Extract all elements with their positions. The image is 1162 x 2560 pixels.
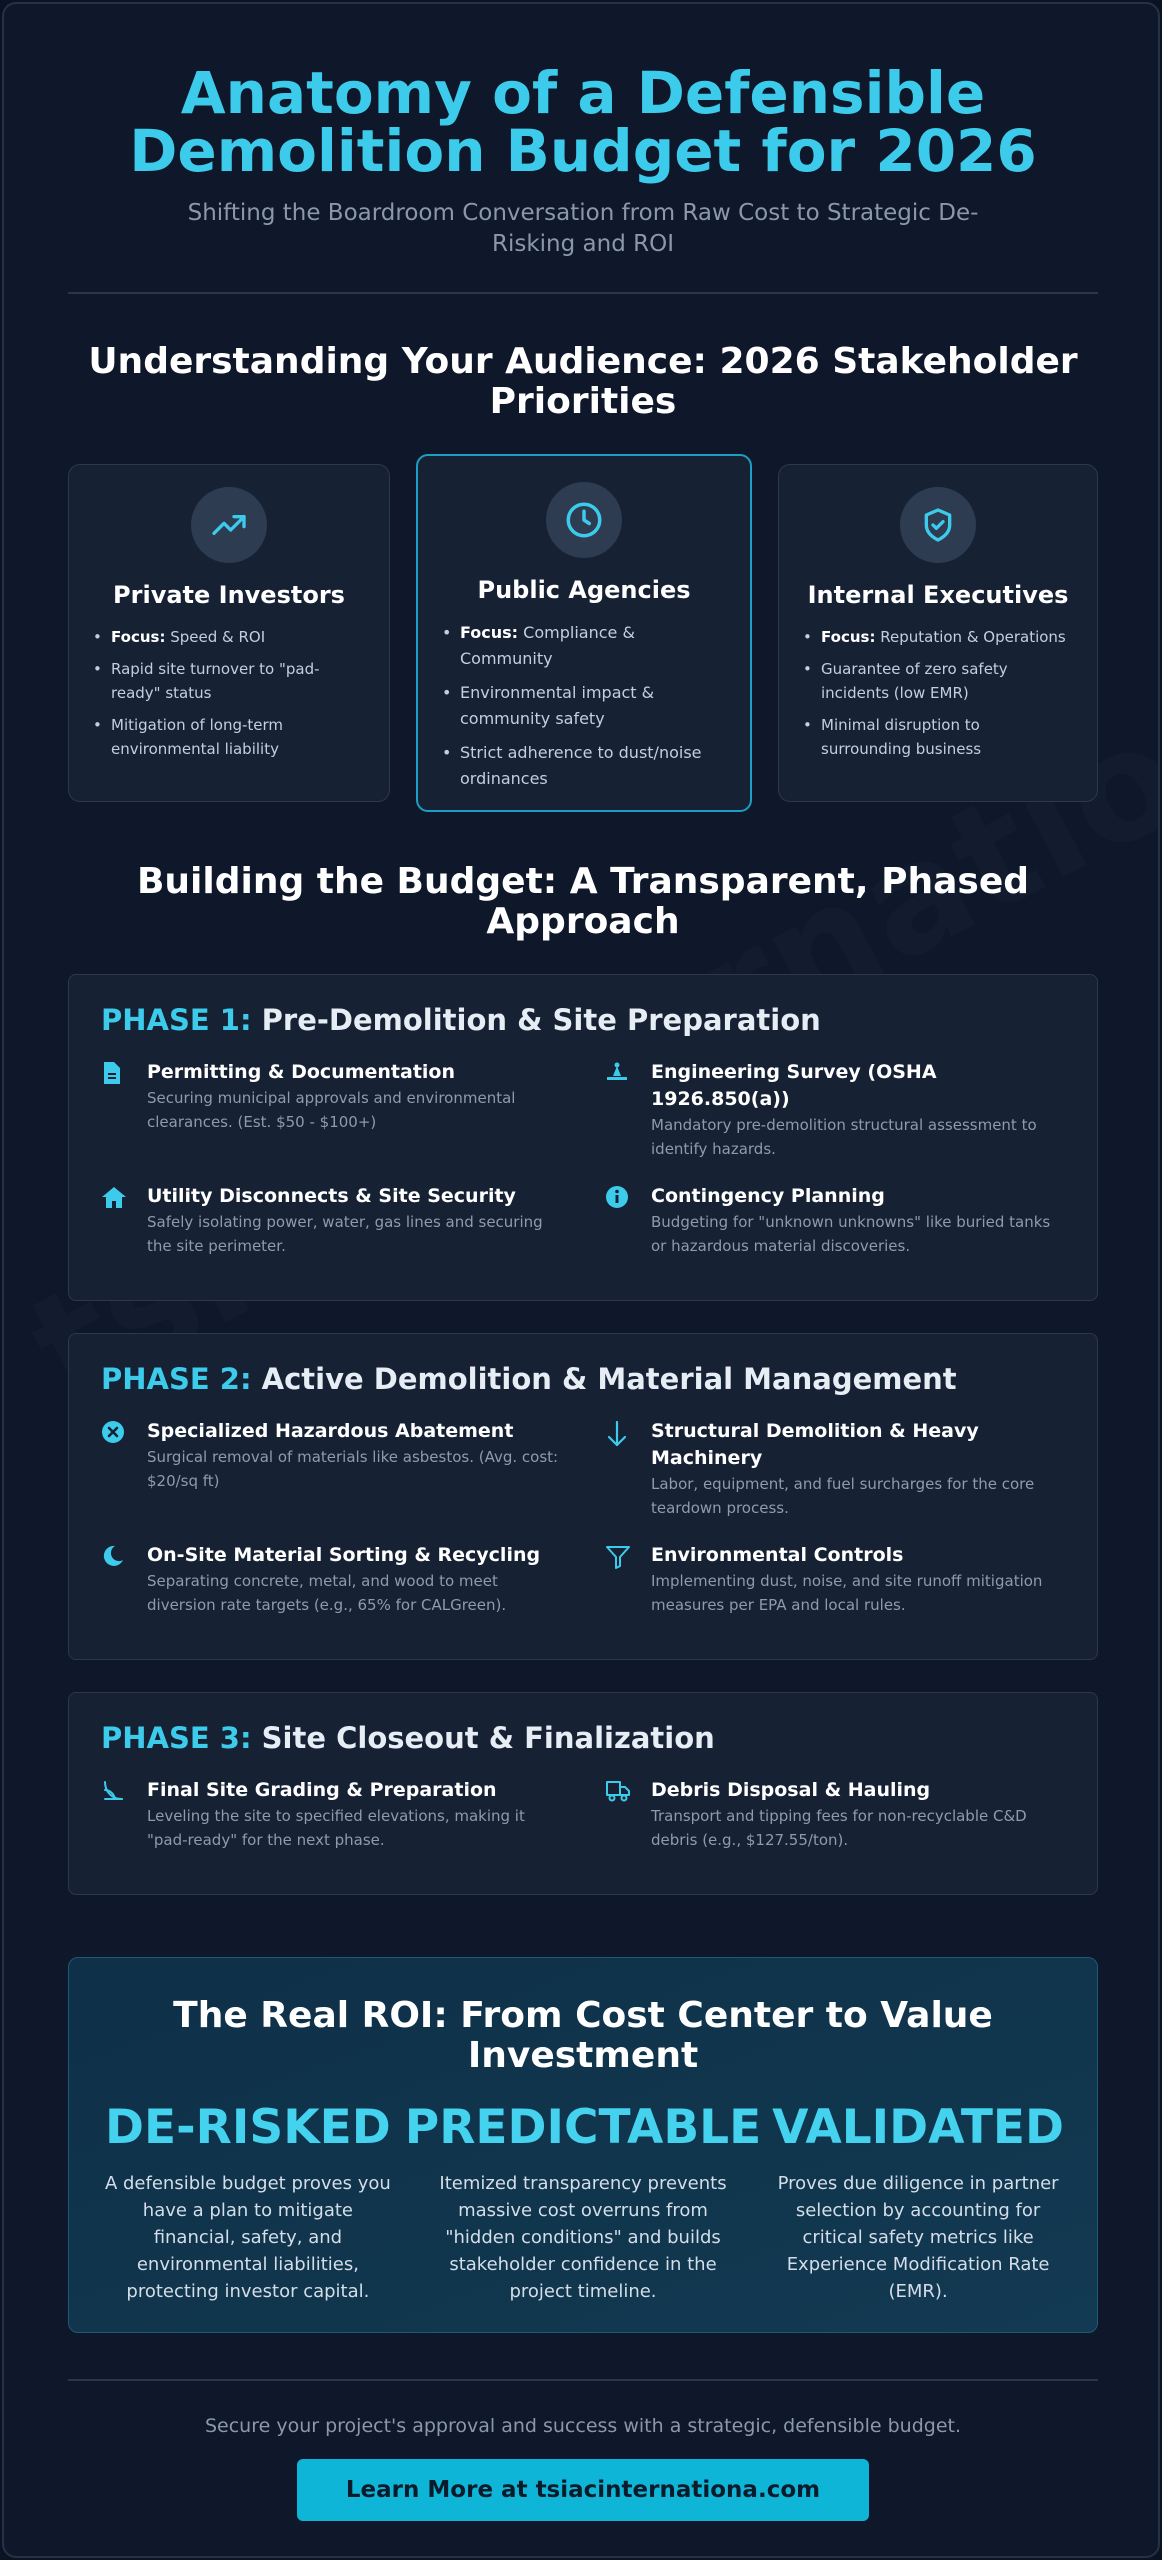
item-title: Debris Disposal & Hauling xyxy=(651,1779,931,1801)
card-focus: • Focus: Speed & ROI xyxy=(93,625,365,649)
item-desc: Safely isolating power, water, gas lines and securing the site perimeter. xyxy=(147,1213,543,1255)
card-points xyxy=(803,625,1073,761)
truck-icon xyxy=(605,1779,651,1803)
roi-word: DE-RISKED xyxy=(105,2100,391,2155)
phase-item xyxy=(605,1059,1065,1183)
card-point: • Rapid site turnover to "pad-ready" status xyxy=(93,657,365,705)
roi-column-de-risked xyxy=(91,2102,405,2305)
card-title: Internal Executives xyxy=(807,581,1069,609)
roi-columns xyxy=(69,2102,1097,2305)
clock-icon xyxy=(563,499,605,541)
content xyxy=(68,4,1098,2521)
item-title: Specialized Hazardous Abatement xyxy=(147,1420,514,1442)
item-title: Engineering Survey (OSHA 1926.850(a)) xyxy=(651,1061,937,1110)
item-desc: Securing municipal approvals and environmental clearances. (Est. $50 - $100+) xyxy=(147,1089,516,1131)
roi-word: PREDICTABLE xyxy=(404,2100,762,2155)
item-desc: Implementing dust, noise, and site runoff mitigation measures per EPA and local rules. xyxy=(651,1572,1043,1614)
document-icon xyxy=(101,1061,147,1085)
phase-item xyxy=(101,1059,561,1183)
phase-title: PHASE 2: Active Demolition & Material Management xyxy=(101,1362,957,1396)
card-focus: • Focus: Reputation & Operations xyxy=(803,625,1073,649)
item-title: Final Site Grading & Preparation xyxy=(147,1779,497,1801)
item-desc: Budgeting for "unknown unknowns" like buried tanks or hazardous material discoveries. xyxy=(651,1213,1051,1255)
phase-1-card xyxy=(68,974,1098,1301)
phase-item xyxy=(101,1777,561,1874)
header xyxy=(68,59,1098,294)
phase-2-card xyxy=(68,1333,1098,1660)
phase-item xyxy=(101,1183,561,1280)
roi-section xyxy=(68,1957,1098,2333)
grading-icon xyxy=(101,1779,147,1803)
roi-desc: Proves due diligence in partner selection by accounting for critical safety metrics like Experience Modification Rate (EMR). xyxy=(777,2173,1059,2302)
item-title: Structural Demolition & Heavy Machinery xyxy=(651,1420,979,1469)
icon-badge xyxy=(900,487,976,563)
footer xyxy=(68,2379,1098,2521)
phase-3-card xyxy=(68,1692,1098,1895)
card-point: • Environmental impact & community safety xyxy=(442,680,726,732)
item-title: Permitting & Documentation xyxy=(147,1061,455,1083)
audience-section xyxy=(68,342,1098,814)
footer-text: Secure your project's approval and success with a strategic, defensible budget. xyxy=(204,2415,962,2437)
budget-title: Building the Budget: A Transparent, Phased Approach xyxy=(136,861,1030,942)
icon-badge xyxy=(191,487,267,563)
phase-title: PHASE 1: Pre-Demolition & Site Preparation xyxy=(101,1003,821,1037)
trending-up-icon xyxy=(209,505,249,545)
roi-title: The Real ROI: From Cost Center to Value Investment xyxy=(173,1995,993,2076)
roi-column-predictable xyxy=(405,2102,761,2305)
item-desc: Labor, equipment, and fuel surcharges for the core teardown process. xyxy=(651,1475,1035,1517)
phase-item xyxy=(605,1777,1065,1874)
card-title: Public Agencies xyxy=(477,576,691,604)
card-point: • Mitigation of long-term environmental liability xyxy=(93,713,365,761)
item-desc: Transport and tipping fees for non-recyclable C&D debris (e.g., $127.55/ton). xyxy=(651,1807,1027,1849)
card-point: • Minimal disruption to surrounding business xyxy=(803,713,1073,761)
item-desc: Separating concrete, metal, and wood to meet diversion rate targets (e.g., 65% for CALGreen). xyxy=(147,1572,507,1614)
item-desc: Leveling the site to specified elevations, making it "pad-ready" for the next phase. xyxy=(147,1807,525,1849)
learn-more-button[interactable]: Learn More at tsiacinternationa.com xyxy=(297,2459,869,2521)
card-points xyxy=(442,620,726,792)
phase-title: PHASE 3: Site Closeout & Finalization xyxy=(101,1721,715,1755)
roi-desc: A defensible budget proves you have a plan to mitigate financial, safety, and environmental liabilities, protecting investor capital. xyxy=(104,2173,391,2302)
item-title: Utility Disconnects & Site Security xyxy=(147,1185,516,1207)
card-points xyxy=(93,625,365,761)
icon-badge xyxy=(546,482,622,558)
phase-item xyxy=(605,1183,1065,1280)
phase-item xyxy=(101,1542,561,1639)
card-public-agencies xyxy=(416,454,752,812)
phase-item xyxy=(605,1542,1065,1639)
page-title xyxy=(68,59,1098,185)
phase-item xyxy=(101,1418,561,1542)
audience-cards xyxy=(68,454,1098,814)
phase-items xyxy=(101,1418,1065,1639)
audience-title: Understanding Your Audience: 2026 Stakeholder Priorities xyxy=(88,341,1078,422)
survey-icon xyxy=(605,1061,651,1083)
moon-icon xyxy=(101,1544,147,1568)
card-focus: • Focus: Compliance & Community xyxy=(442,620,726,672)
infographic-page xyxy=(2,2,1160,2558)
title-line-1: Anatomy of a Defensible xyxy=(180,59,986,127)
card-title: Private Investors xyxy=(113,581,345,609)
item-title: Contingency Planning xyxy=(651,1185,885,1207)
phase-item xyxy=(605,1418,1065,1542)
title-line-2: Demolition Budget for 2026 xyxy=(129,117,1037,185)
filter-icon xyxy=(605,1544,651,1570)
card-private-investors xyxy=(68,464,390,802)
info-icon xyxy=(605,1185,651,1209)
card-internal-executives xyxy=(778,464,1098,802)
item-title: On-Site Material Sorting & Recycling xyxy=(147,1544,541,1566)
phase-items xyxy=(101,1777,1065,1874)
page-subtitle: Shifting the Boardroom Conversation from Raw Cost to Strategic De-Risking and ROI xyxy=(187,200,979,257)
hazard-icon xyxy=(101,1420,147,1444)
budget-section xyxy=(68,862,1098,1895)
divider xyxy=(68,292,1098,294)
roi-word: VALIDATED xyxy=(772,2100,1065,2155)
card-point: • Guarantee of zero safety incidents (low EMR) xyxy=(803,657,1073,705)
arrow-down-icon xyxy=(605,1420,651,1448)
card-point: • Strict adherence to dust/noise ordinances xyxy=(442,740,726,792)
item-desc: Mandatory pre-demolition structural assessment to identify hazards. xyxy=(651,1116,1037,1158)
shield-check-icon xyxy=(918,505,958,545)
phase-items xyxy=(101,1059,1065,1280)
item-title: Environmental Controls xyxy=(651,1544,904,1566)
divider xyxy=(68,2379,1098,2381)
item-desc: Surgical removal of materials like asbestos. (Avg. cost: $20/sq ft) xyxy=(147,1448,559,1490)
roi-desc: Itemized transparency prevents massive cost overruns from "hidden conditions" and builds stakeholder confidence in the project timeline. xyxy=(439,2173,727,2302)
home-icon xyxy=(101,1185,147,1209)
roi-column-validated xyxy=(761,2102,1075,2305)
